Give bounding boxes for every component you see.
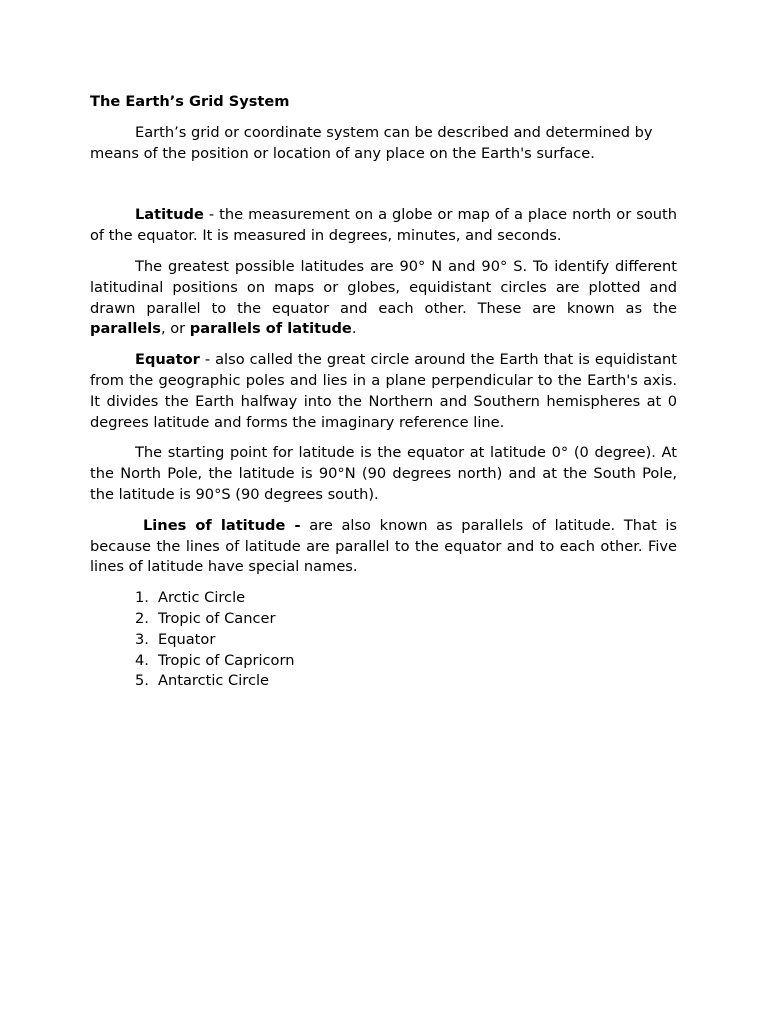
- parallels-term: parallels: [90, 320, 161, 338]
- list-number: 1.: [135, 589, 149, 607]
- list-item: [90, 588, 677, 609]
- intro-paragraph: Earth’s grid or coordinate system can be described and determined by means of the position or location of any place on the Earth's surface.: [90, 123, 653, 162]
- equator-paragraph: [90, 350, 677, 433]
- list-number: 2.: [135, 609, 149, 627]
- list-number: 5.: [135, 672, 149, 690]
- list-item-text: Equator: [158, 630, 216, 648]
- starting-point-paragraph: The starting point for latitude is the equator at latitude 0° (0 degree). At the North Pole, the latitude is 90°N (90 degrees north) and at the South Pole, the latitude is 90°S (90 degrees south).: [90, 444, 677, 503]
- special-latitude-list: [90, 588, 677, 692]
- lines-of-latitude-definition: are also known as parallels of latitude. That is because the lines of latitude are parallel to the equator and to each other. Five lines of latitude have special names.: [90, 516, 677, 576]
- list-number: 3.: [135, 630, 149, 648]
- document-body: [90, 92, 677, 692]
- list-item-text: Antarctic Circle: [158, 672, 270, 690]
- list-item: [90, 630, 677, 651]
- parallels-paragraph: [90, 257, 677, 340]
- list-item: [90, 671, 677, 692]
- list-item-text: Tropic of Capricorn: [158, 651, 295, 669]
- parallels-end: .: [351, 320, 357, 338]
- parallels-of-latitude-term: parallels of latitude: [189, 320, 352, 338]
- list-item: [90, 609, 677, 630]
- list-item-text: Tropic of Cancer: [158, 609, 276, 627]
- parallels-separator: , or: [160, 320, 190, 338]
- list-item-text: Arctic Circle: [158, 589, 246, 607]
- parallels-text: The greatest possible latitudes are 90° N and 90° S. To identify different latitudinal positions on maps or globes, equidistant circles are plotted and drawn parallel to the equator and each other. These are known as the: [90, 257, 677, 317]
- latitude-term: Latitude: [135, 206, 204, 224]
- list-item: [90, 651, 677, 672]
- lines-of-latitude-paragraph: [90, 516, 677, 578]
- document-title: The Earth’s Grid System: [90, 93, 290, 110]
- latitude-definition: - the measurement on a globe or map of a place north or south of the equator. It is measured in degrees, minutes, and seconds.: [90, 206, 677, 245]
- equator-term: Equator: [135, 351, 200, 369]
- latitude-paragraph: [90, 205, 677, 247]
- list-number: 4.: [135, 651, 149, 669]
- lines-of-latitude-term: Lines of latitude -: [143, 516, 301, 534]
- paragraph-gap: [90, 174, 677, 205]
- equator-definition: - also called the great circle around the Earth that is equidistant from the geographic poles and lies in a plane perpendicular to the Earth's axis. It divides the Earth halfway into the Northern and Southern hemispheres at 0 degrees latitude and forms the imaginary reference line.: [90, 351, 677, 431]
